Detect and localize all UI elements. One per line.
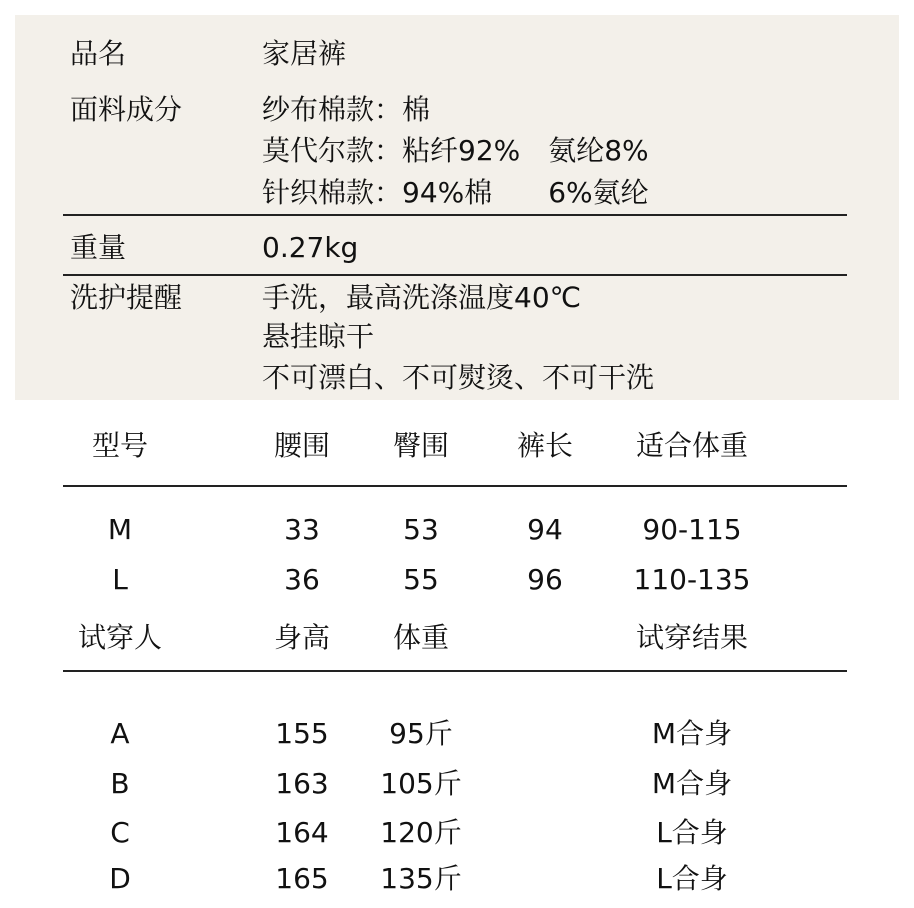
- fit-cell: 163: [275, 767, 329, 800]
- fit-cell: M合身: [651, 767, 733, 800]
- fit-cell: 105斤: [380, 767, 462, 800]
- fit-cell: 135斤: [380, 862, 462, 895]
- fit-cell: C: [110, 816, 130, 849]
- care-line: 不可漂白、不可熨烫、不可干洗: [262, 361, 655, 394]
- fabric-line: 莫代尔款：粘纤92% 氨纶8%: [262, 134, 649, 167]
- fit-cell: M合身: [651, 717, 733, 750]
- size-cell: 94: [527, 513, 563, 546]
- divider: [63, 214, 847, 216]
- size-header: 腰围: [273, 429, 331, 462]
- care-line: 手洗，最高洗涤温度40℃: [262, 281, 582, 314]
- size-cell: 36: [284, 563, 320, 596]
- fit-cell: B: [110, 767, 130, 800]
- fit-cell: L合身: [656, 862, 728, 895]
- fit-cell: 165: [275, 862, 329, 895]
- fit-header: 体重: [392, 621, 450, 654]
- size-cell: 55: [403, 563, 439, 596]
- divider: [63, 485, 847, 487]
- weight-label: 重量: [70, 231, 127, 264]
- fit-header: 试穿结果: [635, 621, 749, 654]
- care-line: 悬挂晾干: [262, 320, 375, 353]
- fit-cell: 120斤: [380, 816, 462, 849]
- fabric-label: 面料成分: [70, 93, 183, 126]
- weight-value: 0.27kg: [262, 231, 359, 264]
- size-header: 裤长: [516, 429, 574, 462]
- fit-header: 试穿人: [77, 621, 163, 654]
- size-cell: 90-115: [642, 513, 742, 546]
- divider: [63, 274, 847, 276]
- name-label: 品名: [70, 37, 127, 70]
- size-cell: 96: [527, 563, 563, 596]
- name-value: 家居裤: [262, 37, 347, 70]
- size-cell: 110-135: [633, 563, 751, 596]
- size-cell: 53: [403, 513, 439, 546]
- fit-cell: 155: [275, 717, 329, 750]
- fit-cell: 164: [275, 816, 329, 849]
- size-header: 型号: [91, 429, 149, 462]
- divider: [63, 670, 847, 672]
- fit-cell: D: [109, 862, 131, 895]
- size-cell: M: [107, 513, 133, 546]
- size-header: 适合体重: [635, 429, 749, 462]
- fit-cell: 95斤: [389, 717, 453, 750]
- fit-cell: A: [110, 717, 130, 750]
- care-label: 洗护提醒: [70, 281, 183, 314]
- fit-header: 身高: [273, 621, 331, 654]
- fabric-line: 纱布棉款：棉: [262, 93, 431, 126]
- size-cell: 33: [284, 513, 320, 546]
- fabric-line: 针织棉款：94%棉 6%氨纶: [262, 176, 649, 209]
- size-cell: L: [112, 563, 128, 596]
- size-header: 臀围: [392, 429, 450, 462]
- fit-cell: L合身: [656, 816, 728, 849]
